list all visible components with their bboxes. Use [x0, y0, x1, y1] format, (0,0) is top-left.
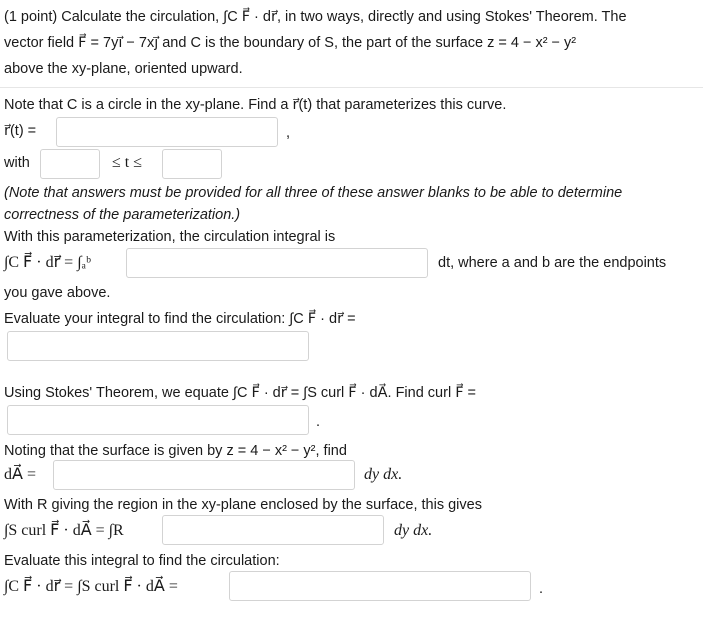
t-lower-bound-input[interactable] [40, 149, 100, 179]
note-line-2: correctness of the parameterization.) [4, 207, 241, 223]
dA-suffix: dy dx. [364, 466, 403, 483]
final-period: . [539, 581, 544, 597]
region-integrand-input[interactable] [162, 515, 384, 545]
final-integral-label: ∫C F⃗ · dr⃗ = ∫S curl F⃗ · dA⃗ = [4, 578, 178, 595]
problem-header-line-1: (1 point) Calculate the circulation, ∫C F⃗ · dr⃗, in two ways, directly and using Stokes' Theorem. The [4, 9, 627, 25]
final-circulation-input[interactable] [229, 571, 531, 601]
integral-suffix: dt, where a and b are the endpoints [438, 255, 667, 271]
integral-suffix-2: you gave above. [4, 285, 111, 301]
r-of-t-comma: , [286, 125, 291, 141]
curl-period: . [316, 414, 321, 430]
region-integral-label: ∫S curl F⃗ · dA⃗ = ∫R [4, 522, 124, 539]
direct-intro: With this parameterization, the circulation integral is [4, 229, 336, 245]
dA-label: dA⃗ = [4, 466, 36, 483]
problem-header-line-3: above the xy-plane, oriented upward. [4, 61, 243, 77]
evaluate-stokes-label: Evaluate this integral to find the circulation: [4, 553, 280, 569]
curl-input[interactable] [7, 405, 309, 435]
integrand-input[interactable] [126, 248, 428, 278]
direct-integral-label: ∫C F⃗ · dr⃗ = ∫ₐᵇ [4, 254, 91, 271]
t-upper-bound-input[interactable] [162, 149, 222, 179]
t-inequality-label: ≤ t ≤ [112, 154, 143, 171]
dA-input[interactable] [53, 460, 355, 490]
problem-header-line-2: vector field F⃗ = 7yi⃗ − 7xj⃗ and C is the boundary of S, the part of the surface z = 4 − x² − y² [4, 35, 577, 51]
region-suffix: dy dx. [394, 522, 433, 539]
parameterize-instruction: Note that C is a circle in the xy-plane. Find a r⃗(t) that parameterizes this curve. [4, 97, 507, 113]
section-divider [0, 87, 703, 88]
with-label: with [4, 155, 30, 171]
note-line-1: (Note that answers must be provided for all three of these answer blanks to be able to determine [4, 185, 623, 201]
evaluate-direct-label: Evaluate your integral to find the circulation: ∫C F⃗ · dr⃗ = [4, 311, 356, 327]
r-of-t-label: r⃗(t) = [4, 123, 37, 139]
surface-label: Noting that the surface is given by z = 4 − x² − y², find [4, 443, 347, 459]
r-of-t-input[interactable] [56, 117, 278, 147]
region-label: With R giving the region in the xy-plane enclosed by the surface, this gives [4, 497, 482, 513]
stokes-intro: Using Stokes' Theorem, we equate ∫C F⃗ · dr⃗ = ∫S curl F⃗ · dA⃗. Find curl F⃗ = [4, 385, 477, 401]
direct-circulation-input[interactable] [7, 331, 309, 361]
